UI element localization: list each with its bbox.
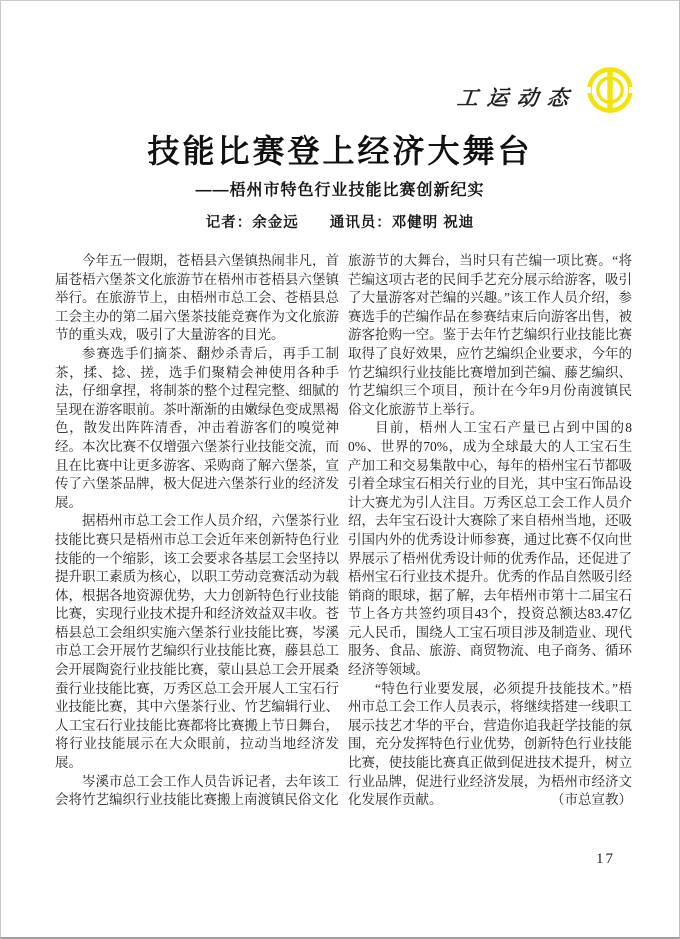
article-body	[55, 252, 632, 810]
article-title: 技能比赛登上经济大舞台	[147, 133, 533, 169]
article-paragraph: 旅游节的大舞台，当时只有芒编一项比赛。“将芒编这项古老的民间手艺充分展示给游客，吸引了大量游客对芒编的兴趣。”该工作人员介绍，参赛选手的芒编作品在参赛结束后向游客出售，被游客抢购一空。鉴于去年竹艺编织行业技能比赛取得了良好效果，应竹艺编织企业要求，今年的竹艺编织行业技能比赛增加到芒编、藤艺编织、竹艺编织三个项目，预计在今年9月份南渡镇民俗文化旅游节上举行。	[348, 253, 632, 417]
article-paragraph: 目前，梧州人工宝石产量已占到中国的80%、世界的70%，成为全球最大的人工宝石生产加工和交易集散中心，每年的梧州宝石节都吸引着全球宝石相关行业的目光，其中宝石饰品设计大赛尤为引人注目。万秀区总工会工作人员介绍，去年宝石设计大赛除了来自梧州当地，还吸引国内外的优秀设计师参赛，通过比赛不仅向世界展示了梧州优秀设计师的优秀作品，还促进了梧州宝石行业技术提升。优秀的作品自然吸引经销商的眼球，据了解，去年梧州市第十二届宝石节上各方共签约项目43个，投资总额达83.47亿元人民币，围绕人工宝石项目涉及制造业、现代服务、食品、旅游、商贸物流、电子商务、循环经济等领域。	[348, 420, 632, 678]
article-paragraph: 岑溪市总工会工作人员告诉记者，去年该工会将竹艺编织行业技能比赛搬上南渡镇民俗文化	[55, 773, 339, 808]
author-credit: （市总宣教）	[551, 792, 632, 808]
masthead	[455, 66, 634, 114]
article-byline: 记者：余金远 通讯员：邓健明 祝迪	[205, 215, 475, 231]
page-number: 17	[596, 851, 615, 867]
article-paragraph: “特色行业要发展，必须提升技能技术。”梧州市总工会工作人员表示，将继续搭建一线职工展示技艺才华的平台，营造你追我赶学技能的氛围，充分发挥特色行业优势，创新特色行业技能比赛，使技能比赛真正做到促进技术提升，树立行业品牌，促进行业经济发展，为梧州市经济文化发展作贡献。 （市总宣教）	[348, 680, 632, 810]
masthead-title: 工运动态	[455, 86, 579, 110]
article-subtitle: ——梧州市特色行业技能比赛创新纪实	[195, 182, 485, 199]
article-paragraph: 参赛选手们摘茶、翻炒杀青后，再手工制茶，揉、捻、搓，选手们聚精会神使用各种手法，仔细拿捏，将制茶的整个过程完整、细腻的呈现在游客眼前。茶叶渐渐的由嫩绿色变成黑褐色，散发出阵阵清香，冲击着游客们的嗅觉神经。本次比赛不仅增强六堡茶行业技能交流，而且在比赛中让更多游客、采购商了解六堡茶，宣传了六堡茶品牌，极大促进六堡茶行业的经济发展。	[55, 345, 339, 510]
column-left	[55, 252, 339, 810]
column-right	[348, 252, 632, 810]
article-paragraph: 今年五一假期，苍梧县六堡镇热闹非凡，首届苍梧六堡茶文化旅游节在梧州市苍梧县六堡镇举行。在旅游节上，由梧州市总工会、苍梧县总工会主办的第二届六堡茶技能竞赛作为文化旅游节的重头戏，吸引了大量游客的目光。	[55, 253, 339, 343]
article-paragraph: 据梧州市总工会工作人员介绍，六堡茶行业技能比赛只是梧州市总工会近年来创新特色行业技能的一个缩影，该工会要求各基层工会坚持以提升职工素质为核心，以职工劳动竞赛活动为载体，根据各地资源优势，大力创新特色行业技能比赛，实现行业技术提升和经济效益双丰收。苍梧县总工会组织实施六堡茶行业技能比赛，岑溪市总工会开展竹艺编织行业技能比赛，藤县总工会开展陶瓷行业技能比赛，蒙山县总工会开展桑蚕行业技能比赛，万秀区总工会开展人工宝石行业技能比赛，其中六堡茶行业、竹艺编辑行业、人工宝石行业技能比赛都将比赛搬上节日舞台，将行业技能展示在大众眼前，拉动当地经济发展。	[55, 513, 339, 771]
trade-union-emblem-icon	[586, 66, 634, 114]
